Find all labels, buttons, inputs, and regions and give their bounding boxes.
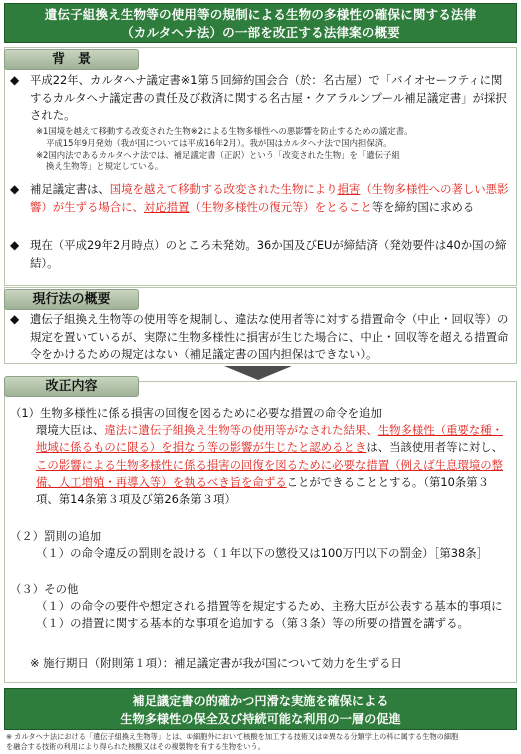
footnote: ※ カルタヘナ法における「遺伝子組換え生物等」とは、①細胞外において核酸を加工する技術又は②異なる分類学上の科に属する生物の細胞 を融合する技術の利用により得られた核酸又はその複製物を有する生物をいう。 <box>6 732 459 751</box>
diamond-bullet-icon: ◆ <box>10 182 20 196</box>
down-arrow-icon <box>224 366 292 380</box>
amendment-item-3-body: （１）の命令の要件や想定される措置等を規定するため、主務大臣が公表する基本的事項に（１）の措置に関する基本的な事項を追加する（第３条）等の所要の措置を講ずる。 <box>36 599 503 631</box>
current-law-header: 現行法の概要 <box>4 289 139 310</box>
amendment-item-1-title: （1）生物多様性に係る損害の回復を図るために必要な措置の命令を追加 <box>10 406 382 420</box>
diamond-bullet-icon: ◆ <box>10 73 20 87</box>
conclusion-box <box>4 688 517 730</box>
amendment-item-2-title: （２）罰則の追加 <box>10 529 102 543</box>
amendment-item-3-title: （３）その他 <box>10 582 79 596</box>
conclusion-line-1: 補足議定書の的確かつ円滑な実施を確保による <box>132 694 389 708</box>
amendment-item-1 <box>10 405 508 508</box>
background-header: 背 景 <box>4 49 139 70</box>
amendment-item-2 <box>10 528 508 562</box>
diamond-bullet-icon: ◆ <box>10 312 20 326</box>
current-law-item-1: ◆ 遺伝子組換え生物等の使用等を規制し、違法な使用者等に対する措置命令（中止・回収等）の規定を置いているが、実際に生物多様性に損害が生じた場合に、中止・回収等を超える措置命令をかけるための規定はない（補足議定書の国内担保はできない）。 <box>10 312 509 361</box>
amendment-item-3 <box>10 581 508 633</box>
background-item-3: ◆ 現在（平成29年2月時点）のところ未発効。36か国及びEUが締結済（発効要件は40か国の締結）。 <box>10 238 507 270</box>
background-item-1: ◆ 平成22年、カルタヘナ議定書※1第５回締約国会合（於：名古屋）で「バイオセーフティに関するカルタヘナ議定書の責任及び救済に関する名古屋・クアラルンプール補足議定書」が採択された。 <box>10 73 507 122</box>
title-line-2: （カルタヘナ法）の一部を改正する法律案の概要 <box>121 25 400 40</box>
conclusion-line-2: 生物多様性の保全及び持続可能な利用の一層の促進 <box>120 712 401 726</box>
amendment-item-2-body: （１）の命令違反の罰則を設ける（１年以下の懲役又は100万円以下の罰金）［第38条］ <box>36 546 488 561</box>
background-item-2: ◆ 補足議定書は、国境を越えて移動する改変された生物により損害（生物多様性への著しい悪影響）が生ずる場合に、対応措置（生物多様性の復元等）をとること等を締約国に求める <box>10 182 509 214</box>
background-note-1: ※1国境を越えて移動する改変された生物※2による生物多様性への悪影響を防止するための議定書。 平成15年9月発効（我が国については平成16年2月）。我が国はカルタヘナ法で国内担保済。 ※2国内法であるカルタヘナ法では、補足議定書（正訳）という「改変された生物」を「遺伝子組 換え生物等」と規定している。 <box>36 126 413 172</box>
effective-date-note: ※ 施行期日（附則第１項）：補足議定書が我が国について効力を生ずる日 <box>30 656 402 670</box>
title-line-1: 遺伝子組換え生物等の使用等の規制による生物の多様性の確保に関する法律 <box>44 7 477 22</box>
amendment-header: 改正内容 <box>4 376 139 397</box>
diamond-bullet-icon: ◆ <box>10 238 20 252</box>
page-title <box>4 3 517 43</box>
amendment-item-1-body: 環境大臣は、違法に遺伝子組換え生物等の使用等がなされた結果、生物多様性（重要な種・地域に係るものに限る）を損なう等の影響が生じたと認めるときは、当該使用者等に対し、この影響による生物多様性に係る損害の回復を図るために必要な措置（例えば生息環境の整備、人工増殖・再導入等）を執るべき旨を命ずることができることとする。（第10条第３項、第14条第３項及び第26条第３項） <box>36 423 504 507</box>
